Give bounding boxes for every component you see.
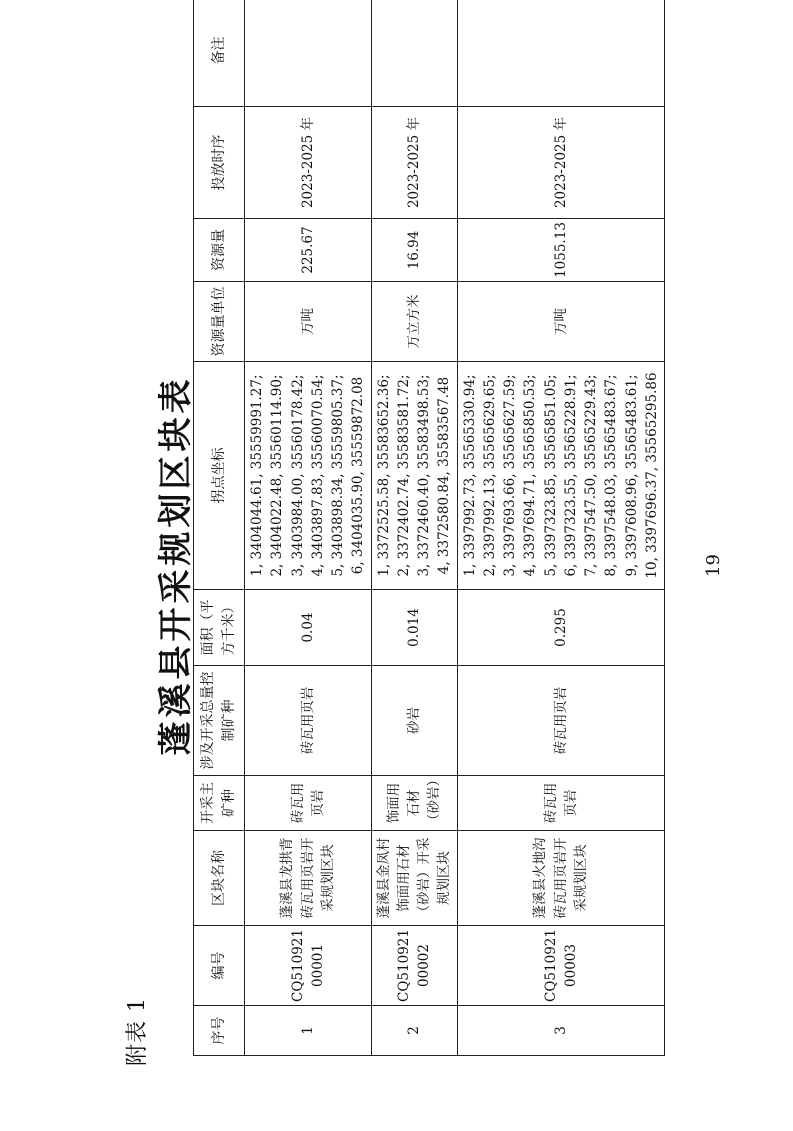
- table-row: [457, 0, 665, 1056]
- cell-control: 砖瓦用页岩: [457, 666, 665, 776]
- coord-line: 6, 3404035.90, 35559872.08: [350, 376, 367, 575]
- cell-code: CQ51092100003: [457, 926, 665, 1006]
- header-name: 区块名称: [194, 831, 245, 926]
- coord-line: 2, 3372402.74, 35583581.72;: [395, 374, 412, 577]
- cell-seq: 2: [371, 1006, 457, 1056]
- coord-line: 8, 3397548.03, 35565483.67;: [603, 374, 620, 577]
- header-coords: 拐点坐标: [194, 362, 245, 590]
- table-header-row: [194, 0, 245, 1056]
- coord-line: 2, 3397992.13, 35565629.65;: [481, 374, 498, 577]
- coord-line: 1, 3404044.61, 35559991.27;: [249, 374, 265, 577]
- coord-line: 6, 3397323.55, 35565228.91;: [562, 374, 579, 577]
- page-number: 19: [703, 554, 724, 577]
- coord-line: 3, 3372460.40, 35583498.53;: [416, 374, 432, 577]
- cell-name: 蓬溪县火地沟砖瓦用页岩开采规划区块: [457, 831, 665, 926]
- cell-remark: [457, 0, 665, 107]
- coord-line: 1, 3397992.73, 35565330.94;: [461, 374, 478, 577]
- cell-seq: 1: [245, 1006, 372, 1056]
- header-seq: 序号: [194, 1006, 245, 1056]
- coord-line: 3, 3397693.66, 35565627.59;: [502, 374, 518, 577]
- page-title: 蓬溪县开采规划区块表: [156, 375, 196, 756]
- coord-line: 4, 3397694.71, 35565850.53;: [522, 374, 539, 577]
- cell-unit: 万吨: [245, 282, 372, 362]
- coord-line: 3, 3403984.00, 35560178.42;: [289, 374, 306, 577]
- header-mineral: 开采主矿种: [194, 776, 245, 831]
- cell-mineral: 砖瓦用页岩: [457, 776, 665, 831]
- header-unit: 资源量单位: [194, 282, 245, 362]
- coord-line: 4, 3403897.83, 35560070.54;: [309, 374, 326, 577]
- coord-line: 5, 3403898.34, 35559805.37;: [330, 374, 346, 577]
- coord-line: 5, 3397323.85, 35565851.05;: [542, 374, 559, 577]
- coord-line: 2, 3404022.48, 35560114.90;: [269, 374, 286, 577]
- cell-coords: [457, 362, 665, 590]
- cell-period: 2023-2025 年: [245, 107, 372, 219]
- cell-resource: 225.67: [245, 219, 372, 282]
- cell-unit: 万立方米: [371, 282, 457, 362]
- cell-name: 蓬溪县龙拱背砖瓦用页岩开采规划区块: [245, 831, 372, 926]
- cell-period: 2023-2025 年: [371, 107, 457, 219]
- cell-resource: 16.94: [371, 219, 457, 282]
- cell-area: 0.014: [371, 590, 457, 666]
- cell-resource: 1055.13: [457, 219, 665, 282]
- coord-line: 7, 3397547.50, 35565229.43;: [583, 374, 599, 577]
- cell-area: 0.04: [245, 590, 372, 666]
- header-remark: 备注: [194, 0, 245, 107]
- coord-line: 1, 3372525.58, 35583652.36;: [375, 374, 392, 577]
- cell-mineral: 砖瓦用页岩: [245, 776, 372, 831]
- cell-mineral: 饰面用石材（砂岩）: [371, 776, 457, 831]
- cell-coords: [371, 362, 457, 590]
- cell-control: 砂岩: [371, 666, 457, 776]
- cell-remark: [245, 0, 372, 107]
- annex-label: 附表 1: [125, 997, 150, 1066]
- header-resource: 资源量: [194, 219, 245, 282]
- header-period: 投放时序: [194, 107, 245, 219]
- cell-area: 0.295: [457, 590, 665, 666]
- table-row: [245, 0, 372, 1056]
- cell-seq: 3: [457, 1006, 665, 1056]
- header-control: 涉及开采总量控制矿种: [194, 666, 245, 776]
- header-area: 面积（平方千米）: [194, 590, 245, 666]
- cell-coords: [245, 362, 372, 590]
- cell-remark: [371, 0, 457, 107]
- planning-block-table: [193, 0, 665, 1056]
- coord-line: 9, 3397608.96, 35565483.61;: [623, 374, 640, 577]
- cell-code: CQ51092100001: [245, 926, 372, 1006]
- coord-line: 10, 3397696.37, 35565295.86: [643, 372, 660, 579]
- table-row: [371, 0, 457, 1056]
- cell-unit: 万吨: [457, 282, 665, 362]
- cell-control: 砖瓦用页岩: [245, 666, 372, 776]
- cell-code: CQ51092100002: [371, 926, 457, 1006]
- cell-period: 2023-2025 年: [457, 107, 665, 219]
- cell-name: 蓬溪县金凤村饰面用石材（砂岩）开采规划区块: [371, 831, 457, 926]
- coord-line: 4, 3372580.84, 35583567.48: [436, 376, 453, 575]
- header-code: 编号: [194, 926, 245, 1006]
